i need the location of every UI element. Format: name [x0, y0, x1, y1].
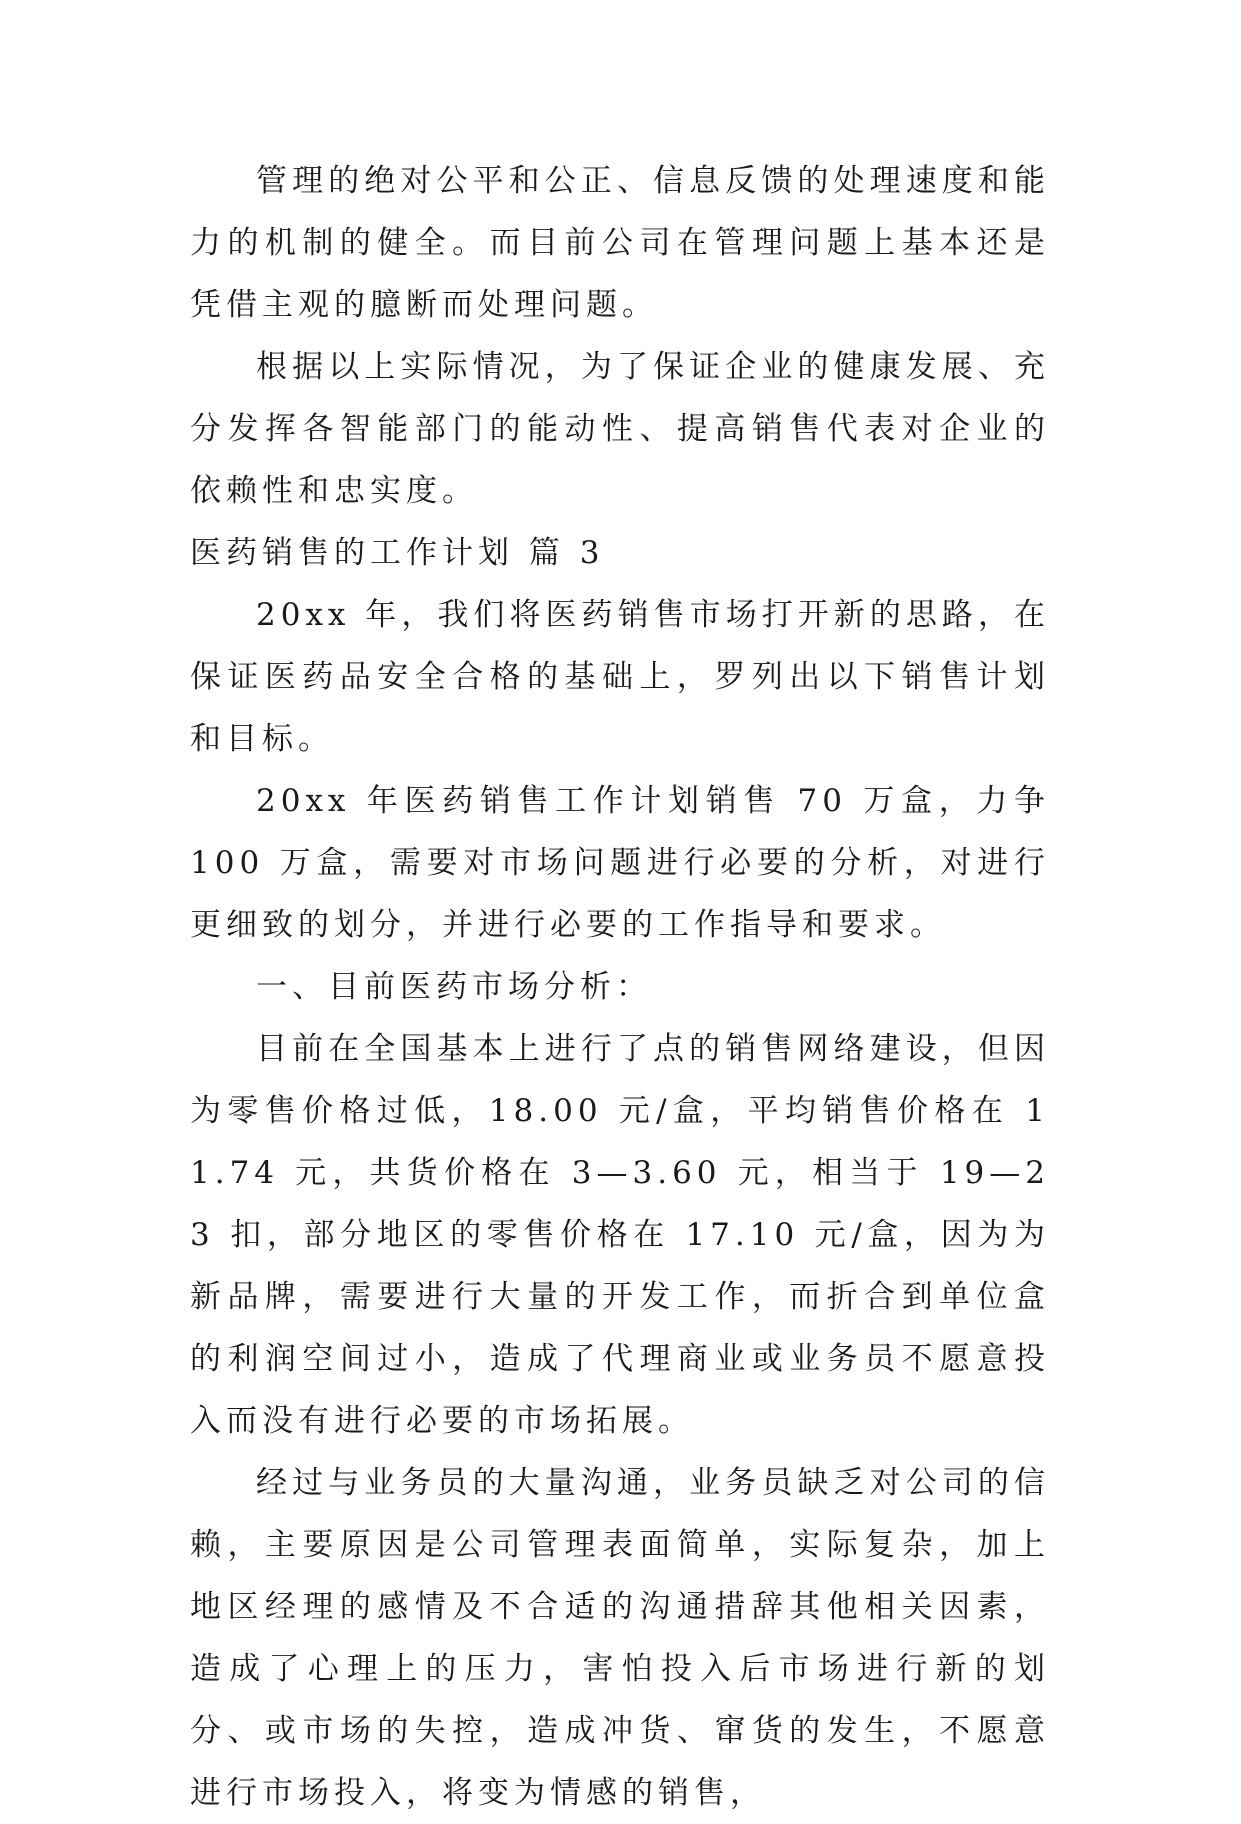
paragraph: 目前在全国基本上进行了点的销售网络建设，但因为零售价格过低，18.00 元/盒，平均销售价格在 11.74 元，共货价格在 3—3.60 元，相当于 19—23 扣，部分地区的零售价格在 17.10 元/盒，因为为新品牌，需要进行大量的开发工作，而折合到单位盒的利润空间过小，造成了代理商业或业务员不愿意投入而没有进行必要的市场拓展。 — [190, 1031, 1050, 1439]
section-heading: 医药销售的工作计划 篇 3 — [190, 535, 605, 571]
paragraph: 经过与业务员的大量沟通，业务员缺乏对公司的信赖，主要原因是公司管理表面简单，实际复杂，加上地区经理的感情及不合适的沟通措辞其他相关因素，造成了心理上的压力，害怕投入后市场进行新的划分、或市场的失控，造成冲货、窜货的发生，不愿意进行市场投入，将变为情感的销售， — [190, 1465, 1050, 1811]
subheading: 一、目前医药市场分析： — [256, 969, 652, 1005]
document-page — [190, 150, 1050, 1824]
paragraph: 根据以上实际情况，为了保证企业的健康发展、充分发挥各智能部门的能动性、提高销售代表对企业的依赖性和忠实度。 — [190, 349, 1050, 509]
paragraph: 20xx 年医药销售工作计划销售 70 万盒，力争 100 万盒，需要对市场问题进行必要的分析，对进行更细致的划分，并进行必要的工作指导和要求。 — [190, 783, 1050, 943]
paragraph: 20xx 年，我们将医药销售市场打开新的思路，在保证医药品安全合格的基础上，罗列出以下销售计划和目标。 — [190, 597, 1050, 757]
paragraph: 管理的绝对公平和公正、信息反馈的处理速度和能力的机制的健全。而目前公司在管理问题上基本还是凭借主观的臆断而处理问题。 — [190, 163, 1050, 323]
